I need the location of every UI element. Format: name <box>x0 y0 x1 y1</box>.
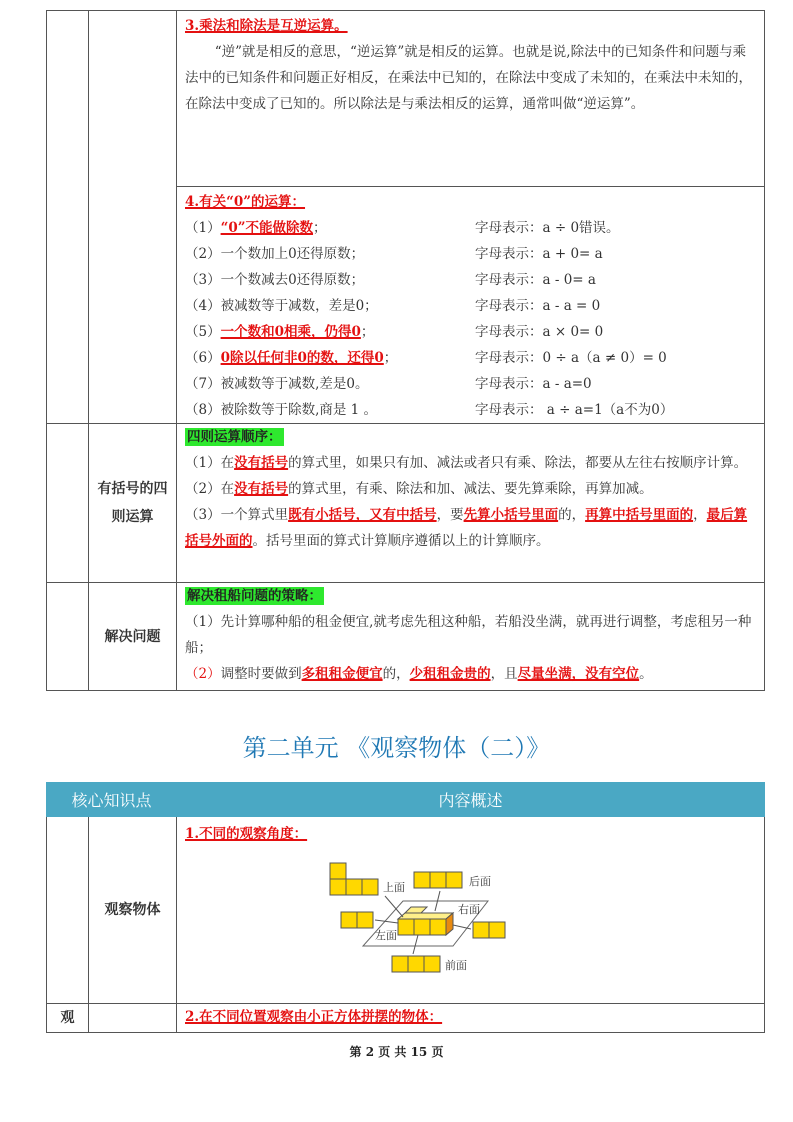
knowledge-table-unit1 <box>46 10 765 691</box>
heading-angles: 1.不同的观察角度： <box>185 826 308 842</box>
knowledge-table-unit2 <box>46 782 765 1033</box>
front-view-cube <box>392 956 408 972</box>
left-view-cube <box>341 912 357 928</box>
zero-formula: 字母表示：a - a = 0 <box>475 298 601 314</box>
inverse-operation-cell <box>177 11 765 187</box>
back-view-cube <box>414 872 430 888</box>
header-content-summary: 内容概述 <box>177 783 765 817</box>
zero-formula: 字母表示：a × 0= 0 <box>475 324 604 340</box>
zero-formula: 字母表示：a + 0= a <box>475 246 603 262</box>
order-rule-2: （2）在没有括号的算式里，有乘、除法和加、减法、要先算乘除，再算加减。 <box>185 481 653 497</box>
label-back: 后面 <box>469 875 492 888</box>
brackets-label: 有括号的四则运算 <box>89 424 177 583</box>
zero-formula: 字母表示：0 ÷ a（a ≠ 0）= 0 <box>475 350 667 366</box>
heading-zero: 4.有关“0”的运算： <box>185 194 306 210</box>
right-view-cube <box>473 922 489 938</box>
zero-rules-list <box>185 215 756 423</box>
page-footer: 第 2 页 共 15 页 <box>349 1045 444 1059</box>
side-cell <box>47 424 89 583</box>
label-left: 左面 <box>375 929 398 942</box>
zero-formula: 字母表示：a ÷ 0错误。 <box>475 220 620 236</box>
heading-inverse: 3.乘法和除法是互逆运算。 <box>185 18 348 34</box>
observe-label: 观察物体 <box>89 817 177 1004</box>
label-top: 上面 <box>383 881 406 894</box>
label-right: 右面 <box>458 903 481 916</box>
top-view-cube <box>330 863 346 879</box>
order-rule-1: （1）在没有括号的算式里，如果只有加、减法或者只有乘、除法，都要从左往右按顺序计算。 <box>185 455 748 471</box>
label-cell <box>89 11 177 424</box>
side-char: 观 <box>47 1004 89 1033</box>
positions-cell <box>177 1004 765 1033</box>
side-cell <box>47 817 89 1004</box>
zero-formula: 字母表示：a - 0= a <box>475 272 596 288</box>
side-cell <box>47 583 89 691</box>
zero-formula: 字母表示： a ÷ a=1（a不为0） <box>475 402 674 418</box>
zero-operation-cell <box>177 187 765 424</box>
zero-rule: （7）被减数等于减数,差是0。 字母表示：a - a=0 <box>185 371 756 397</box>
label-cell <box>89 1004 177 1033</box>
boat-rule-1: （1）先计算哪种船的租金便宜,就考虑先租这种船，若船没坐满，就再进行调整，考虑租另一种船； <box>185 614 752 656</box>
boat-cell <box>177 583 765 691</box>
zero-rule: （6）0除以任何非0的数，还得0； 字母表示：0 ÷ a（a ≠ 0）= 0 <box>185 345 756 371</box>
solve-label: 解决问题 <box>89 583 177 691</box>
label-front: 前面 <box>445 959 468 972</box>
zero-rule: （5）一个数和0相乘，仍得0； 字母表示：a × 0= 0 <box>185 319 756 345</box>
zero-rule: （4）被减数等于减数，差是0； 字母表示：a - a = 0 <box>185 293 756 319</box>
zero-rule: （8）被除数等于除数,商是 1 。 字母表示： a ÷ a=1（a不为0） <box>185 397 756 423</box>
order-cell <box>177 424 765 583</box>
zero-formula: 字母表示：a - a=0 <box>475 376 592 392</box>
side-cell <box>47 11 89 424</box>
cube-views-figure <box>323 851 523 981</box>
header-core-points: 核心知识点 <box>47 783 177 817</box>
boat-rule-2: （2）调整时要做到多租租金便宜的，少租租金贵的，且尽量坐满，没有空位。 <box>185 666 653 682</box>
heading-positions: 2.在不同位置观察由小正方体拼摆的物体： <box>185 1009 443 1025</box>
zero-rule: （3）一个数减去0还得原数； 字母表示：a - 0= a <box>185 267 756 293</box>
inverse-paragraph: “逆”就是相反的意思，“逆运算”就是相反的运算。也就是说,除法中的已知条件和问题与乘法中的已知条件和问题正好相反，在乘法中已知的，在除法中变成了未知的，在乘法中未知的，在除法中变成了已知的。所以除法是与乘法相反的运算，通常叫做“逆运算”。 <box>185 44 752 112</box>
zero-rule: （2）一个数加上0还得原数； 字母表示：a + 0= a <box>185 241 756 267</box>
boat-heading: 解决租船问题的策略： <box>187 588 322 604</box>
observe-cell <box>177 817 765 1004</box>
unit-title: 第二单元 《观察物体（二）》 <box>242 734 551 762</box>
order-rule-3: （3）一个算式里既有小括号，又有中括号，要先算小括号里面的，再算中括号里面的，最后算括号外面的。括号里面的算式计算顺序遵循以上的计算顺序。 <box>185 507 748 549</box>
zero-rule: （1）“0”不能做除数； 字母表示：a ÷ 0错误。 <box>185 215 756 241</box>
order-heading: 四则运算顺序： <box>187 429 282 445</box>
